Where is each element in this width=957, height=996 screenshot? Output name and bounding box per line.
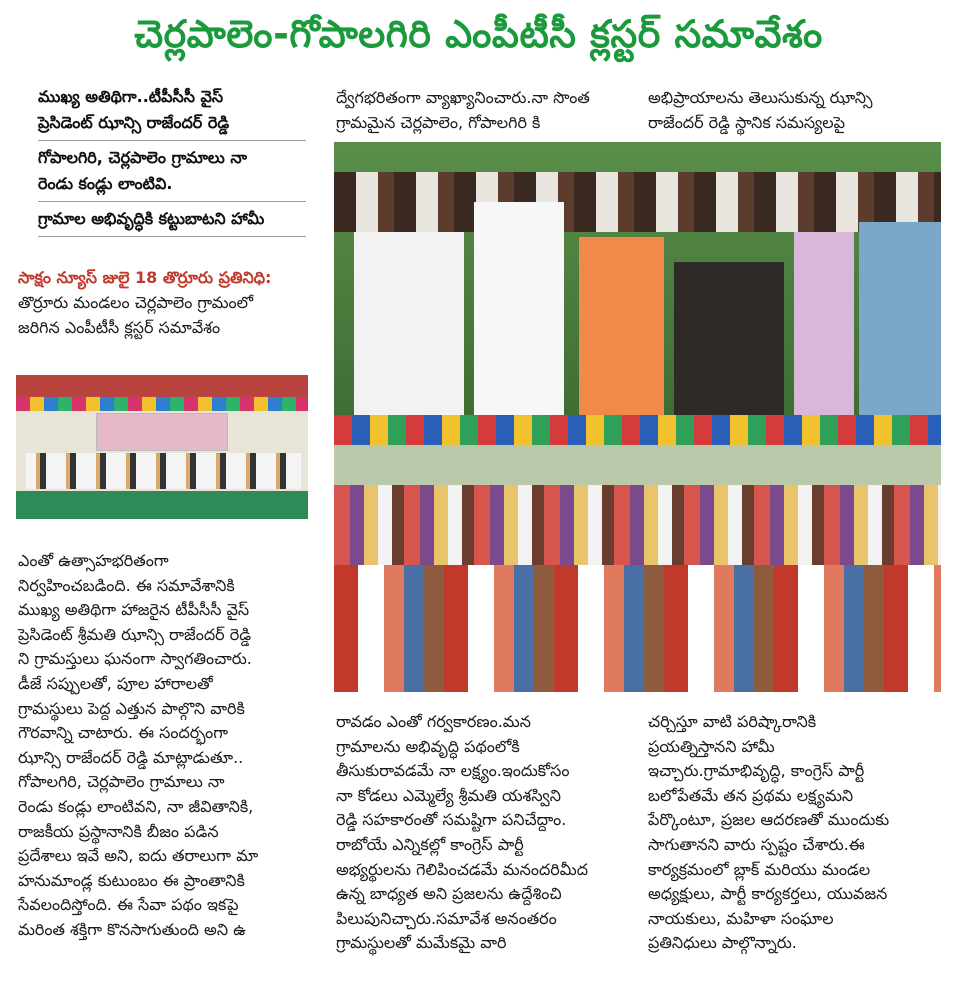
- text-line: రెడ్డి సహకారంతో సమష్టిగా పనిచేద్దాం.: [336, 810, 567, 830]
- text-line: నా కోడలు ఎమ్మెల్యే శ్రీమతి యశస్విని: [336, 785, 561, 805]
- text-line: ఉన్న బాధ్యత అని ప్రజలను ఉద్దేశించి: [336, 884, 562, 904]
- divider: [38, 201, 306, 202]
- highlight-line: గ్రామాల అభివృద్ధికి కట్టుబాటని హామీ: [38, 209, 265, 228]
- text-line: ఇచ్చారు.గ్రామాభివృద్ధి, కాంగ్రెస్ పార్టీ: [648, 761, 865, 781]
- text-line: ప్రెసిడెంట్ శ్రీమతి ఝాన్సి రాజేందర్ రెడ్డి: [18, 624, 252, 644]
- highlights-box: [38, 84, 306, 241]
- highlight-line: ముఖ్య అతిథిగా..టీపీసీసీ వైస్: [38, 87, 224, 106]
- text-line: తొర్రూరు మండలం చెర్లపాలెం గ్రామంలో: [18, 293, 254, 312]
- audience-photo: [334, 415, 941, 692]
- text-line: సాగుతానని వారు స్పష్టం చేశారు.ఈ: [648, 834, 865, 854]
- text-line: ని గ్రామస్తులు ఘనంగా స్వాగతించారు.: [18, 649, 252, 669]
- text-line: ముఖ్య అతిథిగా హాజరైన టీపీసీసీ వైస్: [18, 600, 250, 620]
- text-line: రాజేందర్ రెడ్డి స్థానిక సమస్యలపై: [648, 112, 846, 132]
- text-line: ఎంతో ఉత్సాహభరితంగా: [18, 551, 169, 570]
- text-line: ప్రతినిధులు పాల్గొన్నారు.: [648, 933, 797, 953]
- text-line: రెండు కండ్లు లాంటివని, నా జీవితానికి,: [18, 796, 254, 816]
- col3-top: [648, 86, 938, 135]
- text-line: ప్రదేశాలు ఇవే అని, ఐదు తరాలుగా మా: [18, 846, 259, 866]
- welcome-photo: [334, 142, 941, 415]
- dateline: సాక్షం న్యూస్ జులై 18 తొర్రూరు ప్రతినిధి:: [18, 268, 272, 287]
- col1-body: [18, 549, 318, 943]
- text-line: రాజకీయ ప్రస్థానానికి బీజం పడిన: [18, 821, 219, 841]
- text-line: తీసుకురావడమే నా లక్ష్యం.ఇందుకోసం: [336, 761, 570, 781]
- text-line: గౌరవాన్ని చాటారు. ఈ సందర్భంగా: [18, 723, 228, 743]
- text-line: హనుమాండ్ల కుటుంబం ఈ ప్రాంతానికి: [18, 870, 245, 890]
- text-line: నాయకులు, మహిళా సంఘాల: [648, 908, 834, 928]
- intro-text: [18, 291, 318, 340]
- highlight-line: రెండు కండ్లు లాంటివి.: [38, 174, 173, 193]
- text-line: అభ్యర్థులను గెలిపించడమే మనందరిమీద: [336, 859, 589, 879]
- highlight-line: గోపాలగిరి, చెర్లపాలెం గ్రామాలు నా: [38, 148, 247, 167]
- text-line: ప్రయత్నిస్తానని హామీ: [648, 736, 775, 756]
- headline: చెర్లపాలెం-గోపాలగిరి ఎంపీటీసీ క్లస్టర్ సమావేశం: [134, 12, 823, 56]
- highlight-line: ప్రెసిడెంట్ ఝాన్సి రాజేందర్ రెడ్డి: [38, 113, 230, 132]
- text-line: నిర్వహించబడింది. ఈ సమావేశానికి: [18, 575, 235, 595]
- text-line: గ్రామస్థులతో మమేకమై వారి: [336, 933, 507, 953]
- text-line: చర్చిస్తూ వాటి పరిష్కారానికి: [648, 712, 817, 731]
- col2-top: [336, 86, 636, 135]
- text-line: డీజే సప్పులతో, పూల హారాలతో: [18, 673, 213, 693]
- text-line: గోపాలగిరి, చెర్లపాలెం గ్రామాలు నా: [18, 772, 225, 792]
- col3-bottom: [648, 710, 940, 956]
- text-line: పిలుపునిచ్చారు.సమావేశ అనంతరం: [336, 908, 557, 928]
- text-line: గ్రామస్థులు పెద్ద ఎత్తున పాల్గొని వారికి: [18, 698, 245, 718]
- divider: [38, 236, 306, 237]
- text-line: కార్యక్రమంలో బ్లాక్ మరియు మండల: [648, 859, 871, 879]
- col2-bottom: [336, 710, 636, 956]
- text-line: రాబోయే ఎన్నికల్లో కాంగ్రెస్ పార్టీ: [336, 834, 524, 854]
- text-line: గ్రామాలను అభివృద్ధి పథంలోకి: [336, 736, 520, 756]
- text-line: పేర్కొంటూ, ప్రజల ఆదరణతో ముందుకు: [648, 810, 890, 830]
- text-line: మరింత శక్తిగా కొనసాగుతుంది అని ఉ: [18, 919, 246, 939]
- text-line: అభిప్రాయాలను తెలుసుకున్న ఝాన్సి: [648, 88, 873, 107]
- text-line: సేవలందిస్తోంది. ఈ సేవా పథం ఇకపై: [18, 895, 239, 915]
- text-line: ఝాన్సి రాజేందర్ రెడ్డి మాట్లాడుతూ..: [18, 747, 244, 767]
- text-line: అధ్యక్షులు, పార్టీ కార్యకర్తలు, యువజన: [648, 884, 888, 904]
- text-line: గ్రామమైన చెర్లపాలెం, గోపాలగిరి కి: [336, 112, 541, 132]
- divider: [38, 140, 306, 141]
- text-line: ద్వేగభరితంగా వ్యాఖ్యానించారు.నా సొంత: [336, 88, 590, 107]
- text-line: జరిగిన ఎంపీటీసీ క్లస్టర్ సమావేశం: [18, 317, 221, 337]
- text-line: రావడం ఎంతో గర్వకారణం.మన: [336, 712, 531, 731]
- stage-photo: [16, 375, 308, 519]
- text-line: బలోపేతమే తన ప్రథమ లక్ష్యమని: [648, 785, 854, 805]
